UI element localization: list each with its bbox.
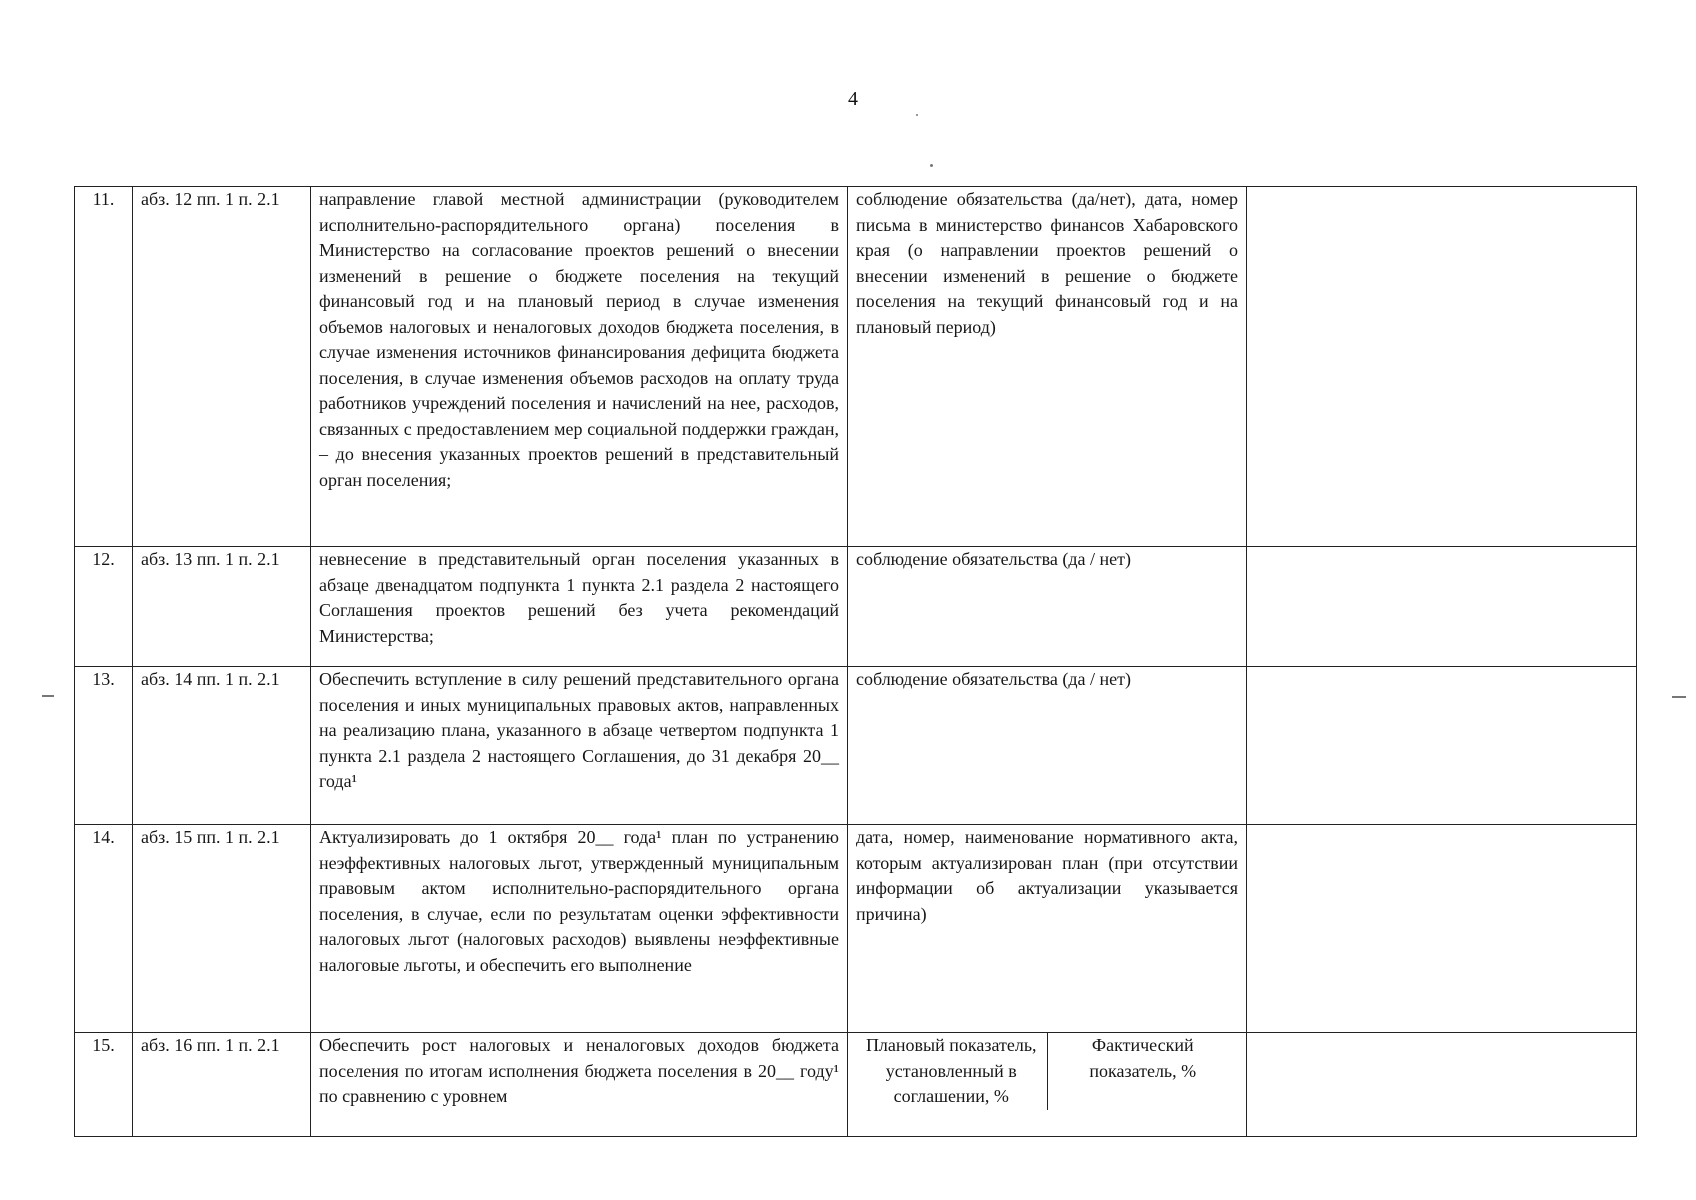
- row-reference: абз. 12 пп. 1 п. 2.1: [133, 187, 311, 547]
- row-number: 13.: [75, 667, 133, 825]
- row-extra: [1247, 825, 1637, 1033]
- obligations-table: [74, 186, 1637, 1137]
- row-extra: [1247, 667, 1637, 825]
- row-reference: абз. 16 пп. 1 п. 2.1: [133, 1033, 311, 1137]
- row-reference: абз. 14 пп. 1 п. 2.1: [133, 667, 311, 825]
- row-extra: [1247, 547, 1637, 667]
- planned-indicator-header: Плановый показатель, установленный в соглашении, %: [865, 1035, 1037, 1106]
- table-row: [75, 1033, 1637, 1137]
- row-indicator: дата, номер, наименование нормативного акта, которым актуализирован план (при отсутствии информации об актуализации указывается причина): [848, 825, 1247, 1033]
- indicator-subtable: [856, 1033, 1238, 1110]
- row-extra: [1247, 1033, 1637, 1137]
- row-reference: абз. 13 пп. 1 п. 2.1: [133, 547, 311, 667]
- row-reference: абз. 15 пп. 1 п. 2.1: [133, 825, 311, 1033]
- row-extra: [1247, 187, 1637, 547]
- row-obligation: Актуализировать до 1 октября 20__ года¹ план по устранению неэффективных налоговых льгот, утвержденный муниципальным правовым актом исполнительно-распорядительного органа поселения, в случае, если по результатам оценки эффективности налоговых льгот (налоговых расходов) выявлены неэффективные налоговые льготы, и обеспечить его выполнение: [311, 825, 848, 1033]
- actual-indicator-header: Фактический показатель, %: [1047, 1033, 1238, 1110]
- row-indicator-split: [848, 1033, 1247, 1137]
- scan-speck: [916, 114, 918, 116]
- row-obligation: Обеспечить вступление в силу решений представительного органа поселения и иных муниципальных правовых актов, направленных на реализацию плана, указанного в абзаце четвертом подпункта 1 пункта 2.1 раздела 2 настоящего Соглашения, до 31 декабря 20__ года¹: [311, 667, 848, 825]
- row-obligation: Обеспечить рост налоговых и неналоговых доходов бюджета поселения по итогам исполнения бюджета поселения в 20__ году¹ по сравнению с уровнем: [311, 1033, 848, 1137]
- row-indicator: соблюдение обязательства (да / нет): [848, 667, 1247, 825]
- table-row: [75, 547, 1637, 667]
- row-obligation: направление главой местной администрации (руководителем исполнительно-распорядительного органа) поселения в Министерство на согласование проектов решений о внесении изменений в решение о бюджете поселения на текущий финансовый год и на плановый период в случае изменения объемов налоговых и неналоговых доходов бюджета поселения, в случае изменения источников финансирования дефицита бюджета поселения, в случае изменения объемов расходов на оплату труда работников учреждений поселения и начислений на нее, расходов, связанных с предоставлением мер социальной поддержки граждан, – до внесения указанных проектов решений в представительный орган поселения;: [311, 187, 848, 547]
- scan-speck: [42, 695, 54, 697]
- page-number: 4: [848, 88, 858, 110]
- table-row: [75, 667, 1637, 825]
- row-number: 11.: [75, 187, 133, 547]
- scan-speck: [1672, 696, 1686, 698]
- row-number: 14.: [75, 825, 133, 1033]
- row-indicator: соблюдение обязательства (да / нет): [848, 547, 1247, 667]
- table-row: [75, 187, 1637, 547]
- row-obligation: невнесение в представительный орган поселения указанных в абзаце двенадцатом подпункта 1 пункта 2.1 раздела 2 настоящего Соглашения проектов решений без учета рекомендаций Министерства;: [311, 547, 848, 667]
- row-indicator: соблюдение обязательства (да/нет), дата, номер письма в министерство финансов Хабаровского края (о направлении проектов решений о внесении изменений в решение о бюджете поселения на текущий финансовый год и на плановый период): [848, 187, 1247, 547]
- row-number: 12.: [75, 547, 133, 667]
- scan-speck: [930, 164, 933, 167]
- table-row: [75, 825, 1637, 1033]
- row-number: 15.: [75, 1033, 133, 1137]
